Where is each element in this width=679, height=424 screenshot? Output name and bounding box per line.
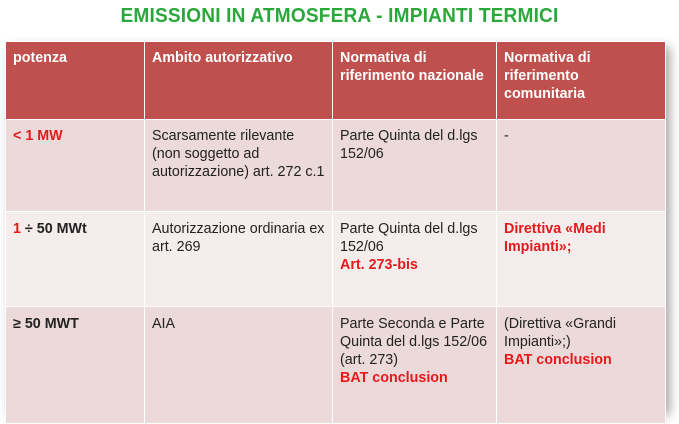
header-potenza: potenza <box>6 42 145 120</box>
table-row <box>6 212 666 307</box>
table-row <box>6 307 666 424</box>
cell-ambito: AIA <box>145 307 333 424</box>
cell-ambito: Scarsamente rilevante (non soggetto ad autorizzazione) art. 272 c.1 <box>145 120 333 212</box>
cell-nazionale <box>333 307 497 424</box>
cell-nazionale: Parte Quinta del d.lgs 152/06 <box>333 120 497 212</box>
table-header-row <box>6 42 666 120</box>
cell-comunitaria: - <box>497 120 666 212</box>
page-title: EMISSIONI IN ATMOSFERA - IMPIANTI TERMICI <box>120 4 559 27</box>
comunitaria-highlight: BAT conclusion <box>504 352 612 368</box>
cell-potenza <box>6 120 145 212</box>
cell-potenza <box>6 212 145 307</box>
comunitaria-highlight: Direttiva «Medi Impianti»; <box>504 221 606 255</box>
potenza-value-number: 1 <box>13 221 21 237</box>
table-row <box>6 120 666 212</box>
regulations-table <box>5 41 666 424</box>
potenza-value: ≥ 50 MWT <box>13 316 79 332</box>
nazionale-highlight: Art. 273-bis <box>340 257 418 273</box>
potenza-value-range: ÷ 50 MWt <box>20 221 87 237</box>
header-ambito: Ambito autorizzativo <box>145 42 333 120</box>
header-comunitaria: Normativa di riferimento comunitaria <box>497 42 666 120</box>
nazionale-text: Parte Seconda e Parte Quinta del d.lgs 152/06 (art. 273) <box>340 316 488 368</box>
comunitaria-text: (Direttiva «Grandi Impianti»;) <box>504 316 617 350</box>
nazionale-text: Parte Quinta del d.lgs 152/06 <box>340 221 478 255</box>
cell-comunitaria <box>497 307 666 424</box>
cell-comunitaria <box>497 212 666 307</box>
potenza-value: < 1 MW <box>13 128 63 144</box>
regulations-table-container <box>5 41 665 409</box>
cell-nazionale <box>333 212 497 307</box>
nazionale-highlight: BAT conclusion <box>340 370 448 386</box>
cell-potenza <box>6 307 145 424</box>
header-nazionale: Normativa di riferimento nazionale <box>333 42 497 120</box>
cell-ambito: Autorizzazione ordinaria ex art. 269 <box>145 212 333 307</box>
